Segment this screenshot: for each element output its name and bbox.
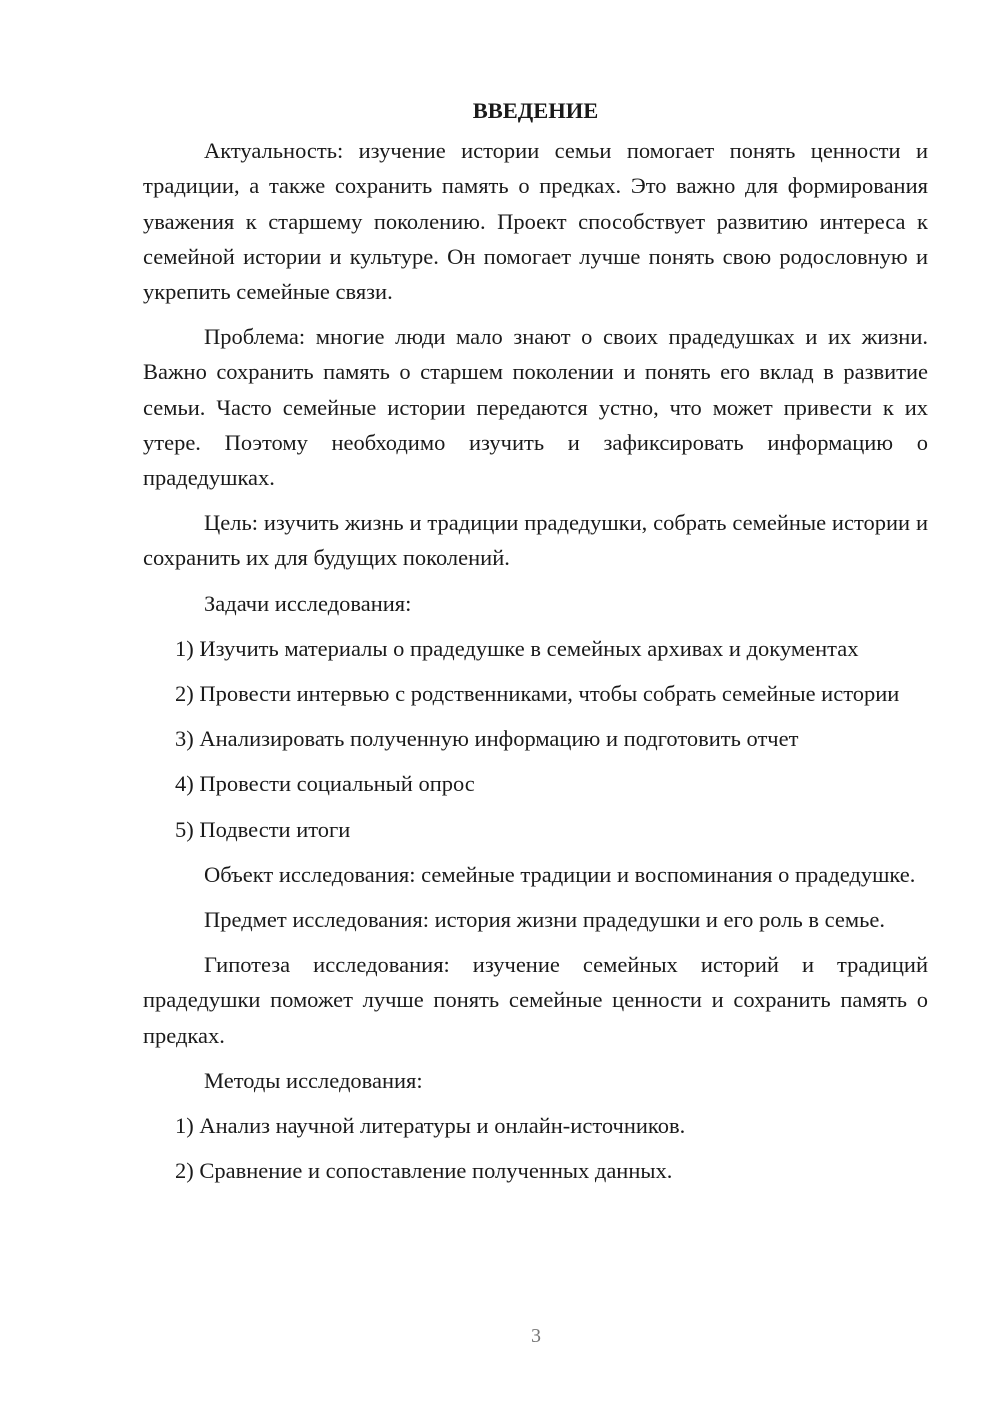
page-number: 3	[531, 1325, 541, 1347]
task-item: 4) Провести социальный опрос	[175, 771, 475, 797]
page-title: ВВЕДЕНИЕ	[472, 98, 599, 123]
method-item: 2) Сравнение и сопоставление полученных данных.	[175, 1158, 673, 1184]
problem-paragraph: Проблема: многие люди мало знают о своих прадедушках и их жизни. Важно сохранить память о старшем поколении и понять его вклад в развитие семьи. Часто семейные истории передаются устно, что может привести к их утере. Поэтому необходимо изучить и зафиксировать информацию о прадедушках.	[143, 324, 928, 491]
tasks-heading: Задачи исследования:	[204, 590, 412, 616]
subject-paragraph: Предмет исследования: история жизни прадедушки и его роль в семье.	[204, 907, 885, 933]
task-item: 3) Анализировать полученную информацию и подготовить отчет	[175, 726, 799, 752]
methods-heading: Методы исследования:	[204, 1067, 423, 1093]
hypothesis-paragraph: Гипотеза исследования: изучение семейных историй и традиций прадедушки поможет лучше понять семейные ценности и сохранить память о предках.	[143, 952, 928, 1048]
method-item: 1) Анализ научной литературы и онлайн-источников.	[175, 1113, 686, 1139]
task-item: 5) Подвести итоги	[175, 816, 351, 842]
relevance-paragraph: Актуальность: изучение истории семьи помогает понять ценности и традиции, а также сохранить память о предках. Это важно для формирования уважения к старшему поколению. Проект способствует развитию интереса к семейной истории и культуре. Он помогает лучше понять свою родословную и укрепить семейные связи.	[143, 138, 928, 305]
goal-paragraph: Цель: изучить жизнь и традиции прадедушки, собрать семейные истории и сохранить их для будущих поколений.	[143, 510, 928, 571]
object-paragraph: Объект исследования: семейные традиции и воспоминания о прадедушке.	[204, 861, 916, 887]
task-item: 2) Провести интервью с родственниками, чтобы собрать семейные истории	[175, 681, 900, 707]
task-item: 1) Изучить материалы о прадедушке в семейных архивах и документах	[175, 635, 859, 661]
document-page	[143, 93, 928, 1198]
